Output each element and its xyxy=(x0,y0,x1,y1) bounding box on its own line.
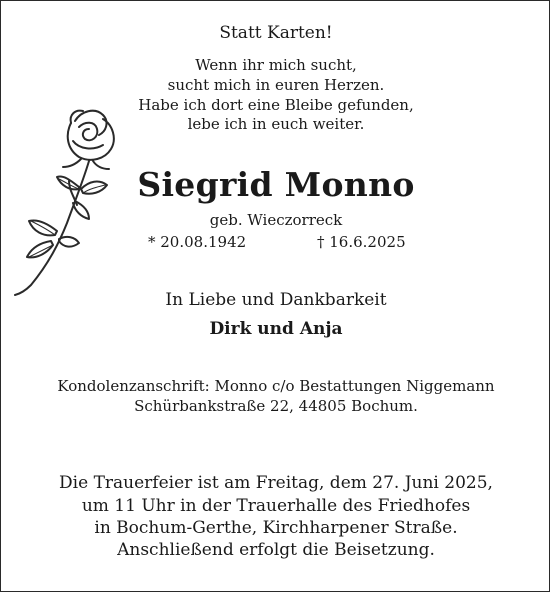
condolence-address-line: Kondolenzanschrift: Monno c/o Bestattungen Niggemann xyxy=(57,377,495,395)
ceremony-line: Die Trauerfeier ist am Freitag, dem 27. Juni 2025, xyxy=(59,473,493,493)
condolence-address-line: Schürbankstraße 22, 44805 Bochum. xyxy=(134,397,418,415)
ceremony-line: Anschließend erfolgt die Beisetzung. xyxy=(117,540,435,560)
poem-line: lebe ich in euch weiter. xyxy=(187,115,365,133)
poem-line: sucht mich in euren Herzen. xyxy=(167,76,385,94)
ceremony-line: um 11 Uhr in der Trauerhalle des Friedhofes xyxy=(81,496,471,516)
birth-date: * 20.08.1942 xyxy=(148,233,247,251)
closing-phrase: In Liebe und Dankbarkeit xyxy=(165,290,387,310)
poem-line: Wenn ihr mich sucht, xyxy=(195,56,357,74)
birth-name: geb. Wieczorreck xyxy=(209,211,343,229)
mourners: Dirk und Anja xyxy=(209,319,343,339)
life-dates xyxy=(1,233,550,255)
deceased-name: Siegrid Monno xyxy=(137,165,415,204)
ceremony-line: in Bochum-Gerthe, Kirchharpener Straße. xyxy=(94,518,458,538)
notice-header: Statt Karten! xyxy=(219,23,333,43)
poem-line: Habe ich dort eine Bleibe gefunden, xyxy=(138,96,414,114)
death-date: † 16.6.2025 xyxy=(317,233,406,251)
